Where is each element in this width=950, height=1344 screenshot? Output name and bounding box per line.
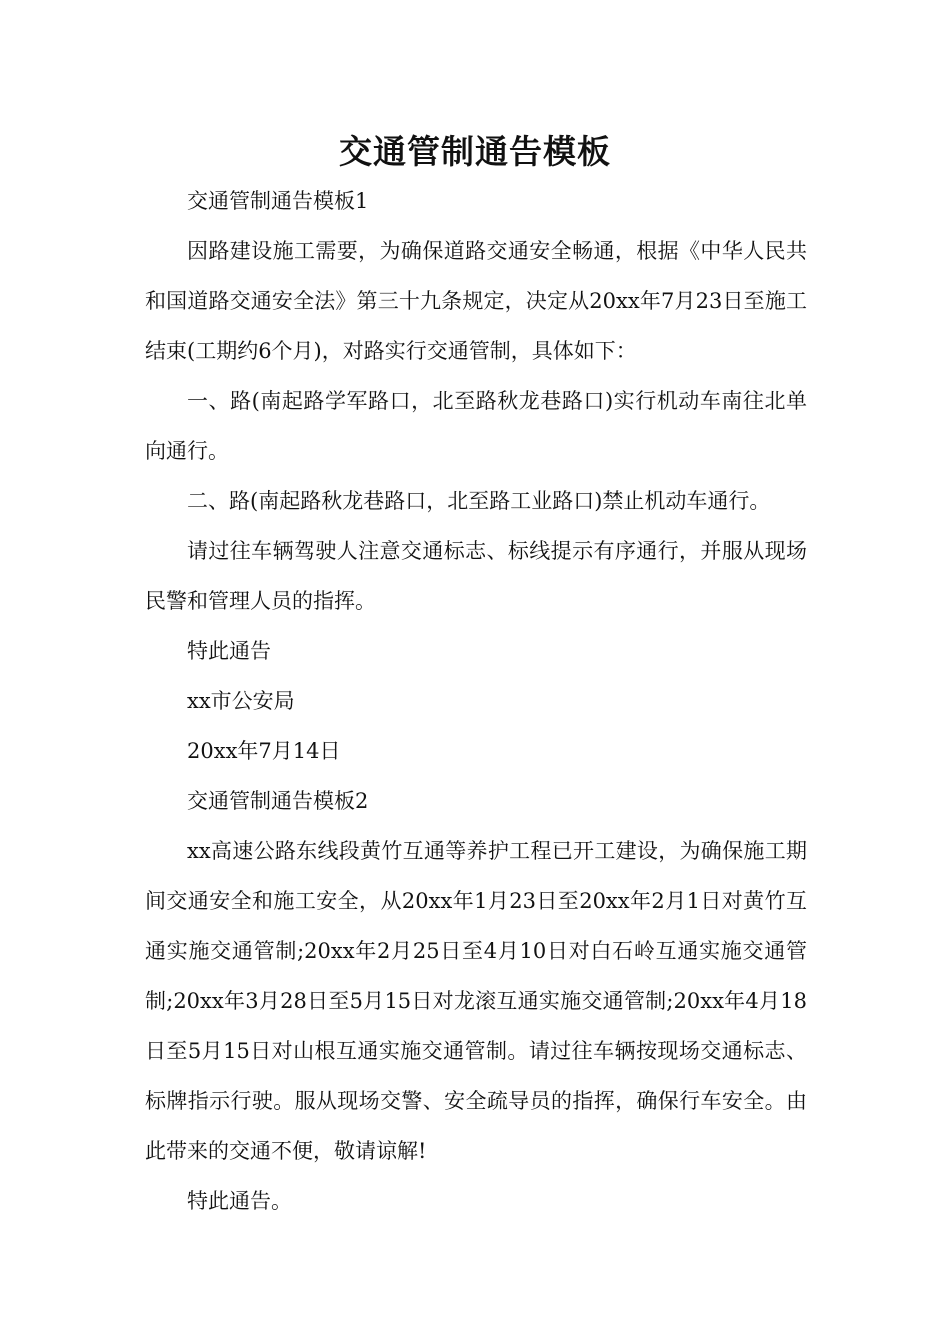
template-1-heading: 交通管制通告模板1 <box>187 189 369 213</box>
template-1-item-one: 一、路(南起路学军路口，北至路秋龙巷路口)实行机动车南往北单向通行。 <box>145 389 807 463</box>
template-1-intro-paragraph: 因路建设施工需要，为确保道路交通安全畅通，根据《中华人民共和国道路交通安全法》第三十九条规定，决定从20xx年7月23日至施工结束(工期约6个月)，对路实行交通管制，具体如下： <box>145 239 807 363</box>
template-1-notice-paragraph: 请过往车辆驾驶人注意交通标志、标线提示有序通行，并服从现场民警和管理人员的指挥。 <box>145 539 807 613</box>
template-2-body-paragraph: xx高速公路东线段黄竹互通等养护工程已开工建设，为确保施工期间交通安全和施工安全，从20xx年1月23日至20xx年2月1日对黄竹互通实施交通管制;20xx年2月25日至4月10日对白石岭互通实施交通管制;20xx年3月28日至5月15日对龙滚互通实施交通管制;20xx年4月18日至5月15日对山根互通实施交通管制。请过往车辆按现场交通标志、标牌指示行驶。服从现场交警、安全疏导员的指挥，确保行车安全。由此带来的交通不便，敬请谅解! <box>145 839 807 1163</box>
template-1-closing: 特此通告 <box>187 639 271 663</box>
template-1-item-two: 二、路(南起路秋龙巷路口，北至路工业路口)禁止机动车通行。 <box>187 489 771 513</box>
template-1-issuer: xx市公安局 <box>187 689 295 713</box>
document-title: 交通管制通告模板 <box>339 132 611 171</box>
document-body <box>145 176 807 1226</box>
template-1-date: 20xx年7月14日 <box>187 739 341 763</box>
template-2-heading: 交通管制通告模板2 <box>187 789 369 813</box>
template-2-closing: 特此通告。 <box>187 1189 292 1213</box>
